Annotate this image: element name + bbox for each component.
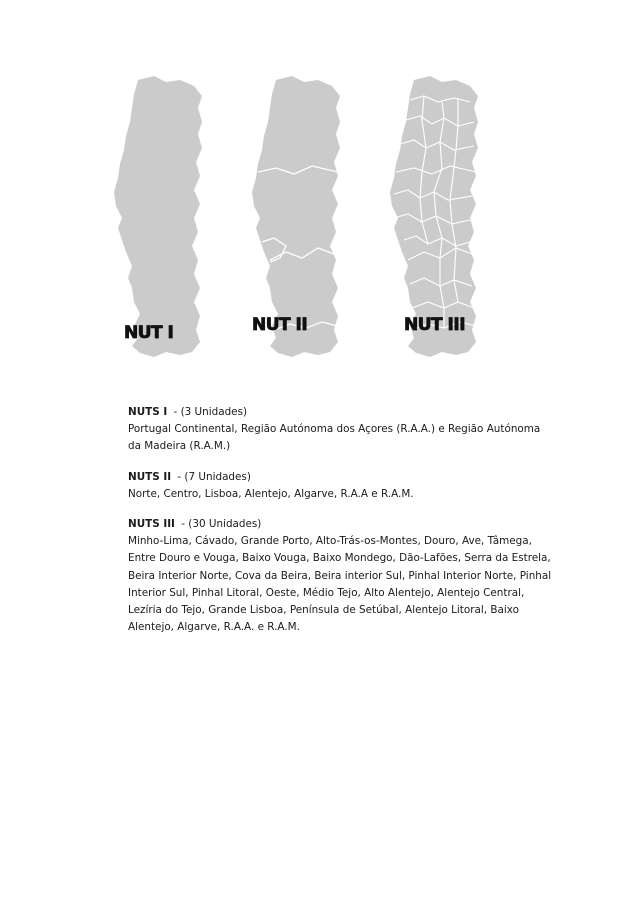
portugal-maps-svg (108, 72, 548, 372)
section-body: Minho-Lima, Cávado, Grande Porto, Alto-Trás-os-Montes, Douro, Ave, Tâmega, Entre Douro e Vouga, Baixo Vouga, Baixo Mondego, Dão-Lafões, Serra da Estrela, Beira Interior Norte, Cova da Beira, Beira interior Sul, Pinhal Interior Norte, Pinhal Interior Sul, Pinhal Litoral, Oeste, Médio Tejo, Alto Alentejo, Alentejo Central, Lezíria do Tejo, Grande Lisboa, Península de Setúbal, Alentejo Litoral, Baixo Alentejo, Algarve, R.A.A. e R.A.M. (128, 535, 552, 634)
section-count: - (30 Unidades) (181, 518, 262, 531)
map-nut-i (114, 76, 202, 357)
section-nuts-i (128, 404, 553, 456)
nuts-description (128, 404, 553, 649)
map-nut-ii (252, 76, 340, 357)
section-nuts-iii (128, 516, 553, 636)
section-count: - (3 Unidades) (173, 406, 248, 418)
map-label-nut-iii: NUT III (404, 315, 466, 335)
section-body: Norte, Centro, Lisboa, Alentejo, Algarve, R.A.A e R.A.M. (128, 487, 414, 500)
section-body: Portugal Continental, Região Autónoma dos Açores (R.A.A.) e Região Autónoma da Madeira (R.A.M.) (128, 423, 541, 453)
section-heading: NUTS II (128, 470, 172, 483)
map-label-nut-i: NUT I (124, 323, 174, 343)
nuts-maps-figure (108, 72, 548, 372)
section-heading: NUTS III (128, 518, 175, 531)
map-nut-iii (390, 76, 478, 357)
section-nuts-ii (128, 469, 553, 503)
map-label-nut-ii: NUT II (252, 315, 308, 335)
section-count: - (7 Unidades) (177, 470, 251, 483)
section-heading: NUTS I (128, 406, 168, 418)
